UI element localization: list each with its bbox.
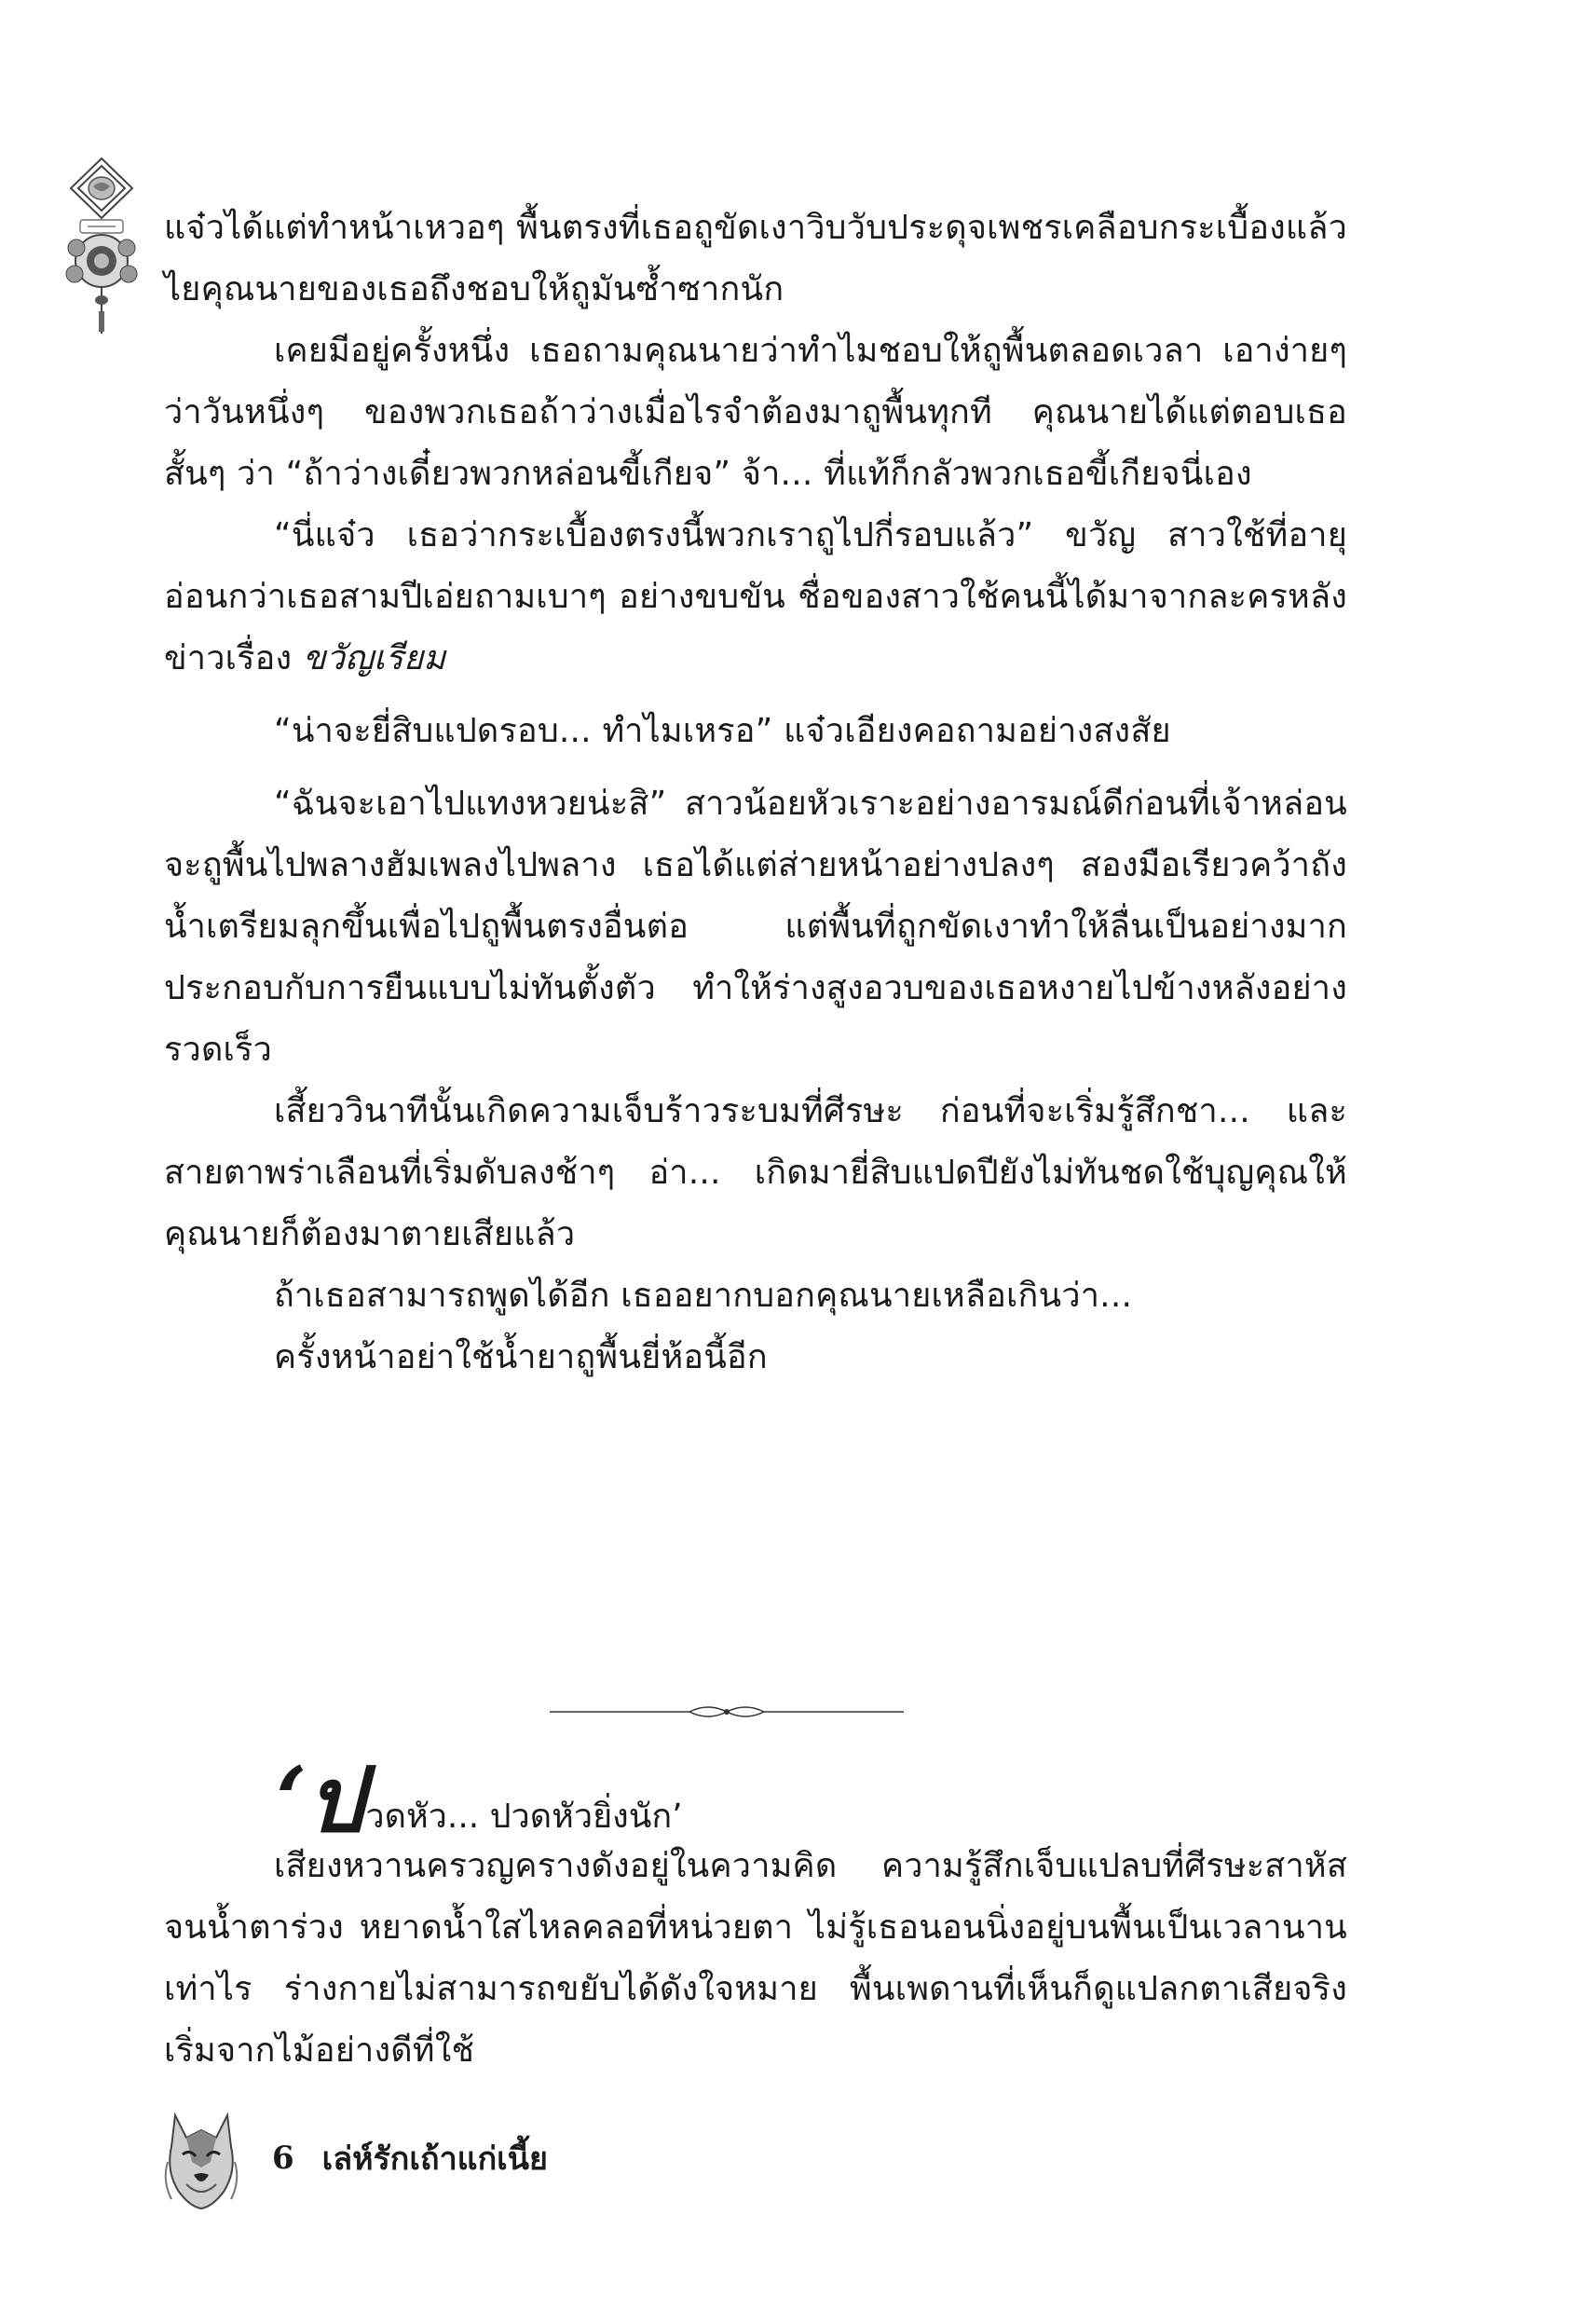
paragraph-1: แจ๋วได้แต่ทำหน้าเหวอๆ พื้นตรงที่เธอถูขัดเงาวิบวับประดุจเพชรเคลือบกระเบื้องแล้ว ไยคุณนายของเธอถึงชอบให้ถูมันซ้ำซากนัก (164, 209, 1347, 308)
chapter-body (164, 1836, 1347, 2082)
paragraph-4: “น่าจะยี่สิบแปดรอบ... ทำไมเหรอ” แจ๋วเอียงคอถามอย่างสงสัย (274, 712, 1171, 750)
paragraph-7: ถ้าเธอสามารถพูดได้อีก เธออยากบอกคุณนายเหลือเกินว่า... (274, 1277, 1133, 1315)
ornamental-divider-icon (550, 1698, 904, 1726)
paragraph-3-text: “นี่แจ๋ว เธอว่ากระเบื้องตรงนี้พวกเราถูไปกี่รอบแล้ว” ขวัญ สาวใช้ที่อายุอ่อนกว่าเธอสามปีเอ่ยถามเบาๆ อย่างขบขัน ชื่อของสาวใช้คนนี้ได้มาจากละครหลังข่าวเรื่อง (164, 516, 1347, 677)
body-text (164, 198, 1347, 1388)
page-number: 6 (272, 2140, 294, 2177)
paragraph-6: เสี้ยววินาทีนั้นเกิดความเจ็บร้าวระบมที่ศีรษะ ก่อนที่จะเริ่มรู้สึกชา... และสายตาพร่าเลือนที่เริ่มดับลงช้าๆ อ่า... เกิดมายี่สิบแปดปียังไม่ทันชดใช้บุญคุณให้คุณนายก็ต้องมาตายเสียแล้ว (164, 1092, 1347, 1253)
wolf-illustration-icon (158, 2106, 244, 2210)
drop-cap: ‘ป (276, 1747, 364, 1853)
chapter-opening-line: วดหัว... ปวดหัวยิ่งนัก’ (365, 1798, 683, 1836)
paragraph-3 (164, 505, 1347, 690)
drama-title: ขวัญเรียม (302, 639, 446, 677)
page-footer (158, 2102, 548, 2214)
book-title: เล่ห์รักเถ้าแก่เนี้ย (321, 2140, 548, 2178)
paragraph-8: ครั้งหน้าอย่าใช้น้ำยาถูพื้นยี่ห้อนี้อีก (274, 1338, 768, 1376)
chapter-opening (276, 1733, 683, 1853)
chapter-paragraph: เสียงหวานครวญครางดังอยู่ในความคิด ความรู้สึกเจ็บแปลบที่ศีรษะสาหัสจนน้ำตาร่วง หยาดน้ำใสไหลคลอที่หน่วยตา ไม่รู้เธอนอนนิ่งอยู่บนพื้นเป็นเวลานานเท่าไร ร่างกายไม่สามารถขยับได้ดังใจหมาย พื้นเพดานที่เห็นก็ดูแปลกตาเสียจริง เริ่มจากไม้อย่างดีที่ใช้ (164, 1847, 1347, 2070)
ornament-emblem-icon (60, 155, 143, 341)
paragraph-5: “ฉันจะเอาไปแทงหวยน่ะสิ” สาวน้อยหัวเราะอย่างอารมณ์ดีก่อนที่เจ้าหล่อนจะถูพื้นไปพลางฮัมเพลงไปพลาง เธอได้แต่ส่ายหน้าอย่างปลงๆ สองมือเรียวคว้าถังน้ำเตรียมลุกขึ้นเพื่อไปถูพื้นตรงอื่นต่อ แต่พื้นที่ถูกขัดเงาทำให้ลื่นเป็นอย่างมาก ประกอบกับการยืนแบบไม่ทันตั้งตัว ทำให้ร่างสูงอวบของเธอหงายไปข้างหลังอย่างรวดเร็ว (164, 785, 1347, 1069)
paragraph-2: เคยมีอยู่ครั้งหนึ่ง เธอถามคุณนายว่าทำไมชอบให้ถูพื้นตลอดเวลา เอาง่ายๆ ว่าวันหนึ่งๆ ของพวกเธอถ้าว่างเมื่อไรจำต้องมาถูพื้นทุกที คุณนายได้แต่ตอบเธอสั้นๆ ว่า “ถ้าว่างเดี๋ยวพวกหล่อนขี้เกียจ” จ้า... ที่แท้ก็กลัวพวกเธอขี้เกียจนี่เอง (164, 332, 1347, 493)
